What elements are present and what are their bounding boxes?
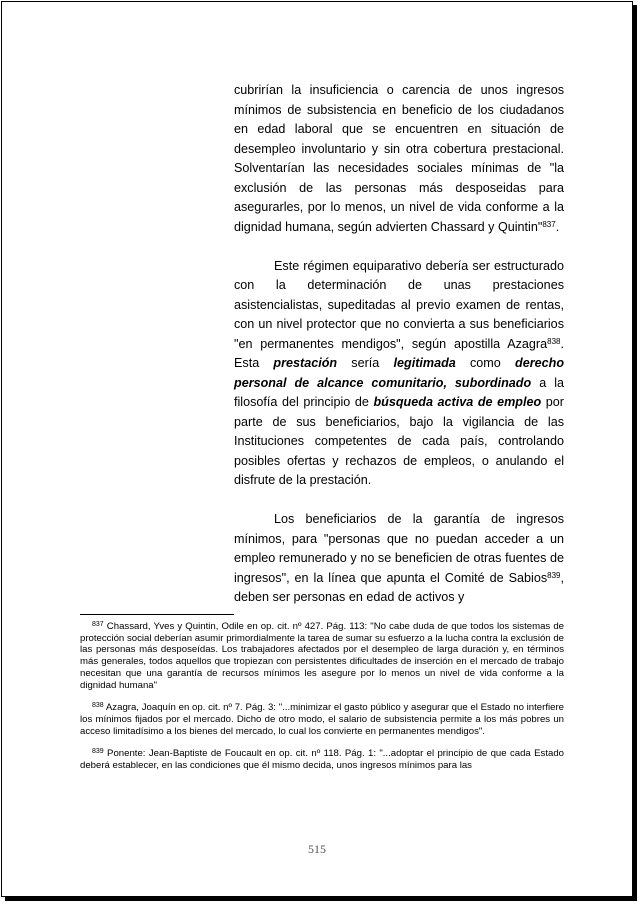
text-segment: Los beneficiarios de la garantía de ingresos mínimos, para "personas que no puedan acceder a un empleo remunerado y no se beneficien de otras fuentes de ingresos", en la línea que apunta el Comité de Sabios bbox=[234, 512, 564, 585]
emphasis-text: prestación bbox=[273, 356, 338, 370]
page-number: 515 bbox=[308, 842, 326, 856]
footnote-text: Ponente: Jean-Baptiste de Foucault en op. cit. nº 118. Pág. 1: "...adoptar el principio de que cada Estado deberá establecer, en las condiciones que él mismo decida, unos ingresos mínimos para las bbox=[80, 748, 564, 772]
footnote-837 bbox=[80, 621, 564, 691]
paragraph-2 bbox=[234, 257, 564, 491]
text-segment: como bbox=[455, 356, 516, 370]
footnote-number: 838 bbox=[92, 702, 104, 710]
text-segment: por parte de sus beneficiarios, bajo la vigilancia de las Instituciones competentes de cada país, controlando posibles ofertas y rechazos de empleos, o anulando el disfrute de la prestación. bbox=[234, 395, 564, 487]
document-page bbox=[1, 1, 633, 897]
footnote-text: Azagra, Joaquín en op. cit. nº 7. Pág. 3: "...minimizar el gasto público y asegurar que el Estado no interfiere los mínimos fijados por el mercado. Dicho de otro modo, el salario de subsistencia permite a los más pobres un acceso limitadísimo a los bienes del mercado, lo cual los convierte en permanentes mendigos". bbox=[80, 702, 564, 737]
text-segment: cubrirían la insuficiencia o carencia de unos ingresos mínimos de subsistencia en beneficio de los ciudadanos en edad laboral que se encuentren en situación de desempleo involuntario y sin otra cobertura prestacional. Solventarían las necesidades sociales mínimas de "la exclusión de las personas más desposeidas para asegurarles, por lo menos, un nivel de vida conforme a la dignidad humana, según advierten Chassard y Quintin" bbox=[234, 83, 564, 234]
footnote-number: 839 bbox=[92, 748, 104, 756]
footnotes bbox=[80, 621, 564, 783]
text-segment: , deben ser personas en edad de activos y bbox=[234, 570, 564, 604]
footnote-ref-838: 838 bbox=[547, 336, 561, 346]
text-segment: . Esta bbox=[234, 336, 564, 370]
footnote-ref-837: 837 bbox=[542, 219, 556, 229]
text-segment: sería bbox=[337, 356, 394, 370]
paragraph-1 bbox=[234, 81, 564, 237]
footnote-text: Chassard, Yves y Quintin, Odile en op. cit. nº 427. Pág. 113: "No cabe duda de que todos los sistemas de protección social deberían asumir primordialmente la tarea de sumar su esfuerzo a la lucha contra la exclusión de las personas más desposeídas. Los trabajadores afectados por el desempleo de larga duración y, en términos más generales, todos aquellos que tropiezan con persistentes dificultades de inserción en el mercado de trabajo necesitan que una garantía de recursos mínimos les asegure por lo menos un nivel de vida conforme a la dignidad humana" bbox=[80, 621, 564, 691]
footnote-separator bbox=[80, 614, 234, 615]
emphasis-text: búsqueda activa de empleo bbox=[373, 395, 542, 409]
footnote-ref-839: 839 bbox=[547, 570, 561, 580]
emphasis-text: legitimada bbox=[393, 356, 456, 370]
footnote-number: 837 bbox=[92, 621, 104, 628]
text-segment: . bbox=[555, 219, 560, 234]
main-text bbox=[234, 81, 564, 608]
text-segment: a la filosofía del principio de bbox=[234, 375, 564, 409]
footnote-838 bbox=[80, 702, 564, 737]
paragraph-3 bbox=[234, 510, 564, 608]
emphasis-text: derecho personal de alcance comunitario, subordinado bbox=[234, 356, 565, 390]
text-segment: Este régimen equiparativo debería ser estructurado con la determinación de unas prestaciones asistencialistas, supeditadas al previo examen de rentas, con un nivel protector que no convierta a sus beneficiarios "en permanentes mendigos", según apostilla Azagra bbox=[234, 258, 564, 351]
footnote-839 bbox=[80, 748, 564, 771]
